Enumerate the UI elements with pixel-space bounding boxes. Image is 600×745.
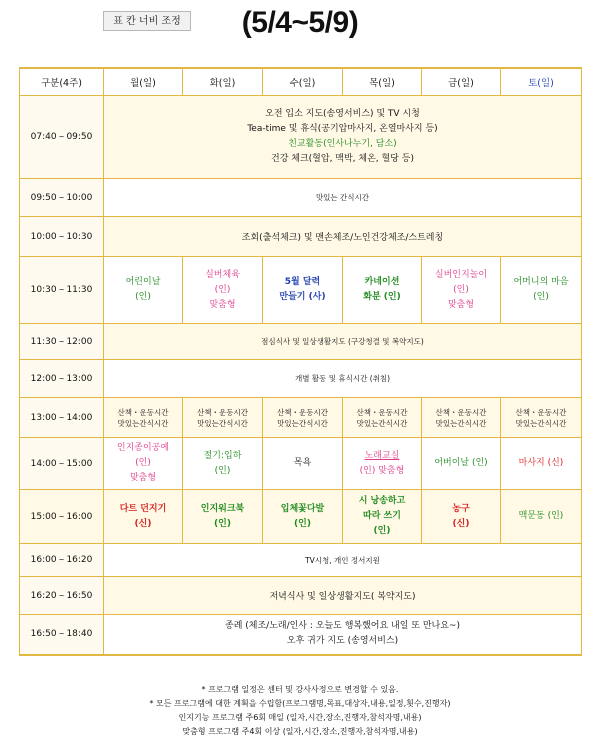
activity-mon: 어린이날 (인) [104, 257, 183, 324]
tv-time-cell: TV시청, 개인 정서지원 [104, 544, 582, 577]
walk-snack-sat: 산책・운동시간 맛있는간식시간 [501, 398, 582, 438]
header-category: 구분(4주) [20, 68, 104, 96]
header-thu: 목(일) [343, 68, 422, 96]
time-cell: 12:00 ~ 13:00 [20, 360, 104, 398]
time-cell: 14:00 ~ 15:00 [20, 438, 104, 490]
morning-exercise-cell: 조회(출석체크) 및 맨손체조/노인건강체조/스트레칭 [104, 217, 582, 257]
time-cell: 16:20 ~ 16:50 [20, 577, 104, 615]
activity-wed: 목욕 [263, 438, 343, 490]
header-tue: 화(일) [183, 68, 263, 96]
table-row [20, 324, 582, 360]
walk-snack-wed: 산책・운동시간 맛있는간식시간 [263, 398, 343, 438]
table-row [20, 490, 582, 544]
footnote: 인지기능 프로그램 주6회 매일 (일자,시간,장소,진행자,참석자명,내용) [178, 713, 422, 722]
table-row [20, 360, 582, 398]
activity-fri: 어버이날 (인) [422, 438, 501, 490]
snack-time-cell: 맛있는 간식시간 [104, 179, 582, 217]
activity-mon: 인지종이공예 (인) 맞춤형 [104, 438, 183, 490]
morning-activity-cell: 오전 입소 지도(송영서비스) 및 TV 시청 Tea-time 및 휴식(공기압마사지, 온열마사지 등) 친교활동(인사나누기, 담소) 건강 체크(혈압, 맥박, 체온, 혈당 등) [104, 96, 582, 179]
time-cell: 16:50 ~ 18:40 [20, 615, 104, 655]
walk-snack-mon: 산책・운동시간 맛있는간식시간 [104, 398, 183, 438]
table-row [20, 217, 582, 257]
footnote: 맞춤형 프로그램 주4회 이상 (일자,시간,장소,진행자,참석자명,내용) [182, 727, 418, 736]
footnote: * 모든 프로그램에 대한 계획을 수립함(프로그램명,목표,대상자,내용,일정,횟수,진행자) [149, 699, 451, 708]
table-row [20, 96, 582, 179]
walk-snack-fri: 산책・운동시간 맛있는간식시간 [422, 398, 501, 438]
table-row [20, 544, 582, 577]
time-cell: 16:00 ~ 16:20 [20, 544, 104, 577]
header-fri: 금(일) [422, 68, 501, 96]
activity-thu: 노래교실 (인) 맞춤형 [343, 438, 422, 490]
activity-tue: 인지워크북 (인) [183, 490, 263, 544]
header-wed: 수(일) [263, 68, 343, 96]
table-row [20, 398, 582, 438]
activity-wed: 5월 달력 만들기 (사) [263, 257, 343, 324]
closing-cell: 종례 (체조/노래/인사 : 오늘도 행복했어요 내일 또 만나요~) 오후 귀가 지도 (송영서비스) [104, 615, 582, 655]
time-cell: 13:00 ~ 14:00 [20, 398, 104, 438]
table-row [20, 257, 582, 324]
walk-snack-thu: 산책・운동시간 맛있는간식시간 [343, 398, 422, 438]
weekly-schedule-table [19, 67, 582, 656]
time-cell: 10:00 ~ 10:30 [20, 217, 104, 257]
activity-mon: 다트 던지기 (신) [104, 490, 183, 544]
header-mon: 월(일) [104, 68, 183, 96]
time-cell: 10:30 ~ 11:30 [20, 257, 104, 324]
activity-fri: 실버인지놀이 (인) 맞춤형 [422, 257, 501, 324]
header-row [20, 68, 582, 96]
activity-sat: 마사지 (신) [501, 438, 582, 490]
table-row [20, 438, 582, 490]
activity-thu: 시 낭송하고 따라 쓰기 (인) [343, 490, 422, 544]
activity-sat: 맥문동 (인) [501, 490, 582, 544]
activity-tue: 실버체육 (인) 맞춤형 [183, 257, 263, 324]
lunch-cell: 점심식사 및 일상생활지도 (구강청결 및 복약지도) [104, 324, 582, 360]
walk-snack-tue: 산책・운동시간 맛있는간식시간 [183, 398, 263, 438]
time-cell: 15:00 ~ 16:00 [20, 490, 104, 544]
table-row [20, 615, 582, 655]
time-cell: 11:30 ~ 12:00 [20, 324, 104, 360]
activity-wed: 입체꽃다발 (인) [263, 490, 343, 544]
activity-sat: 어머니의 마음 (인) [501, 257, 582, 324]
rest-time-cell: 개별 활동 및 휴식시간 (취침) [104, 360, 582, 398]
page-title: (5/4~5/9) [241, 6, 359, 39]
adjust-column-width-button[interactable]: 표 칸 너비 조정 [103, 11, 191, 31]
time-cell: 09:50 ~ 10:00 [20, 179, 104, 217]
activity-thu: 카네이션 화분 (인) [343, 257, 422, 324]
activity-tue: 절기:입하 (인) [183, 438, 263, 490]
footnotes [0, 683, 600, 739]
time-cell: 07:40 ~ 09:50 [20, 96, 104, 179]
dinner-cell: 저녁식사 및 일상생활지도( 복약지도) [104, 577, 582, 615]
footnote: * 프로그램 일정은 센터 및 강사사정으로 변경할 수 있음. [201, 685, 399, 694]
header-sat: 토(일) [501, 68, 582, 96]
activity-fri: 농구 (신) [422, 490, 501, 544]
table-row [20, 577, 582, 615]
table-row [20, 179, 582, 217]
